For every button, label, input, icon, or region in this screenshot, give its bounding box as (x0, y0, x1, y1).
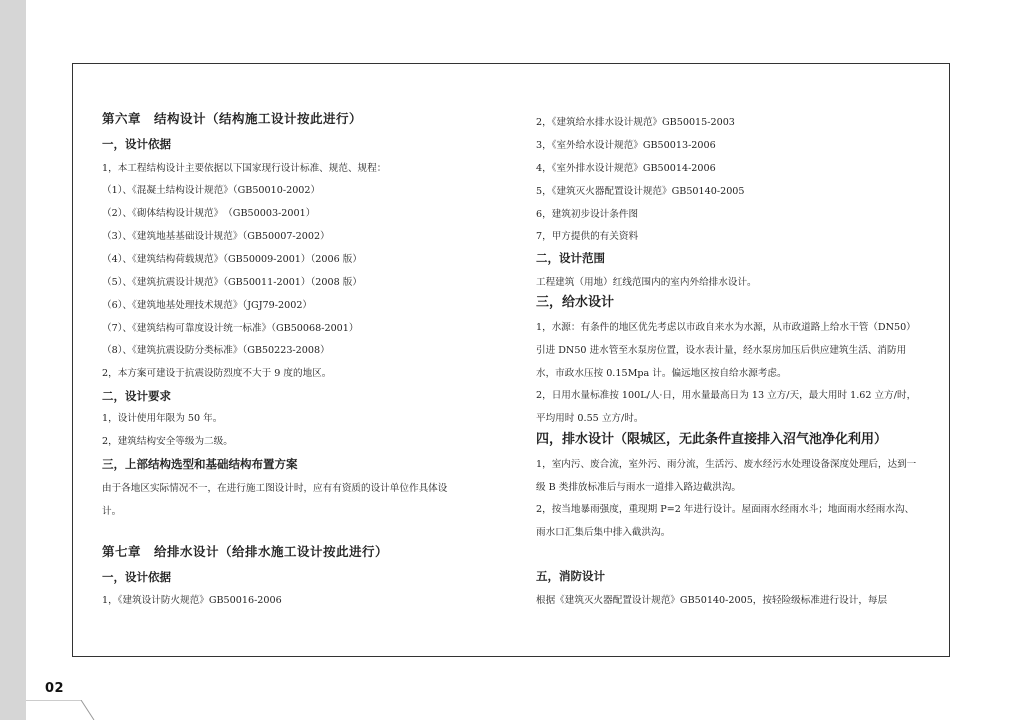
ch7-section4-paragraph2: 2，按当地暴雨强度，重现期 P=2 年进行设计。屋面雨水经雨水斗；地面雨水经雨水沟、雨水口汇集后集中排入截洪沟。 (536, 504, 915, 538)
ch6-standard-item: （8）、《建筑抗震设防分类标准》（GB50223-2008） (102, 345, 330, 356)
ch6-standard-item: （4）、《建筑结构荷载规范》（GB50009-2001）（2006 版） (102, 254, 362, 265)
corner-decoration (26, 700, 96, 720)
ch7-section3-paragraph1: 1，水源：有条件的地区优先考虑以市政自来水为水源，从市政道路上给水干管（DN50）引进 DN50 进水管至水泵房位置，设水表计量，经水泵房加压后供应建筑生活、消防用水，市政水压按 0.15Mpa 计。偏远地区按自给水源考虑。 (536, 322, 916, 379)
ch6-section1-intro: 1，本工程结构设计主要依据以下国家现行设计标准、规范、规程： (102, 163, 387, 174)
ch6-seismic-note: 2，本方案可建设于抗震设防烈度不大于 9 度的地区。 (102, 368, 332, 379)
ch6-standard-item: （2）、《砌体结构设计规范》 （GB50003-2001） (102, 208, 316, 219)
ch7-section5-text: 根据《建筑灭火器配置设计规范》GB50140-2005，按轻险级标准进行设计，每层 (536, 595, 888, 606)
ch6-requirement-item: 2，建筑结构安全等级为二级。 (102, 436, 233, 447)
ch6-standard-item: （6）、《建筑地基处理技术规范》（JGJ79-2002） (102, 300, 313, 311)
ch7-section3-paragraph2: 2，日用水量标准按 100L/人·日，用水量最高日为 13 立方/天，最大用时 1.62 立方/时，平均用时 0.55 立方/时。 (536, 390, 917, 424)
ch7-section5-title: 五，消防设计 (536, 569, 605, 583)
ch6-standard-item: （3）、《建筑地基基础设计规范》（GB50007-2002） (102, 231, 330, 242)
ch6-section3-text: 由于各地区实际情况不一，在进行施工图设计时，应有有资质的设计单位作具体设计。 (102, 483, 448, 517)
page-number: 02 (45, 681, 65, 696)
ch7-standard-item: 6，建筑初步设计条件图 (536, 209, 639, 220)
ch7-section1-title: 一，设计依据 (102, 570, 171, 584)
ch7-standard-item: 3，《室外给水设计规范》GB50013-2006 (536, 140, 716, 151)
ch7-section4-paragraph1: 1，室内污、废合流，室外污、雨分流，生活污、废水经污水处理设备深度处理后，达到一级 B 类排放标准后与雨水一道排入路边截洪沟。 (536, 459, 917, 493)
ch6-standard-item: （1）、《混凝土结构设计规范》（GB50010-2002） (102, 185, 321, 196)
binding-spine (0, 0, 26, 720)
ch6-standard-item: （7）、《建筑结构可靠度设计统一标准》（GB50068-2001） (102, 323, 359, 334)
ch6-section2-title: 二，设计要求 (102, 389, 171, 403)
ch6-standard-item: （5）、《建筑抗震设计规范》（GB50011-2001）（2008 版） (102, 277, 362, 288)
ch6-section1-title: 一，设计依据 (102, 137, 171, 151)
ch7-section3-title: 三，给水设计 (536, 295, 615, 310)
ch7-section2-title: 二，设计范围 (536, 251, 605, 265)
ch7-standard-item: 7，甲方提供的有关资料 (536, 231, 639, 242)
ch6-section3-title: 三，上部结构选型和基础结构布置方案 (102, 457, 298, 471)
chapter-7-title: 第七章 给排水设计（给排水施工设计按此进行） (102, 544, 389, 559)
ch6-requirement-item: 1，设计使用年限为 50 年。 (102, 413, 223, 424)
ch7-standard-item: 4，《室外排水设计规范》GB50014-2006 (536, 163, 716, 174)
ch7-section4-title: 四，排水设计（限城区，无此条件直接排入沼气池净化利用） (536, 432, 888, 447)
ch7-standard-item: 5，《建筑灭火器配置设计规范》GB50140-2005 (536, 186, 745, 197)
ch7-standard-item: 2，《建筑给水排水设计规范》GB50015-2003 (536, 117, 735, 128)
ch7-standard-item: 1，《建筑设计防火规范》GB50016-2006 (102, 595, 282, 606)
ch7-section2-text: 工程建筑（用地）红线范围内的室内外给排水设计。 (536, 277, 757, 288)
chapter-6-title: 第六章 结构设计（结构施工设计按此进行） (102, 111, 363, 126)
